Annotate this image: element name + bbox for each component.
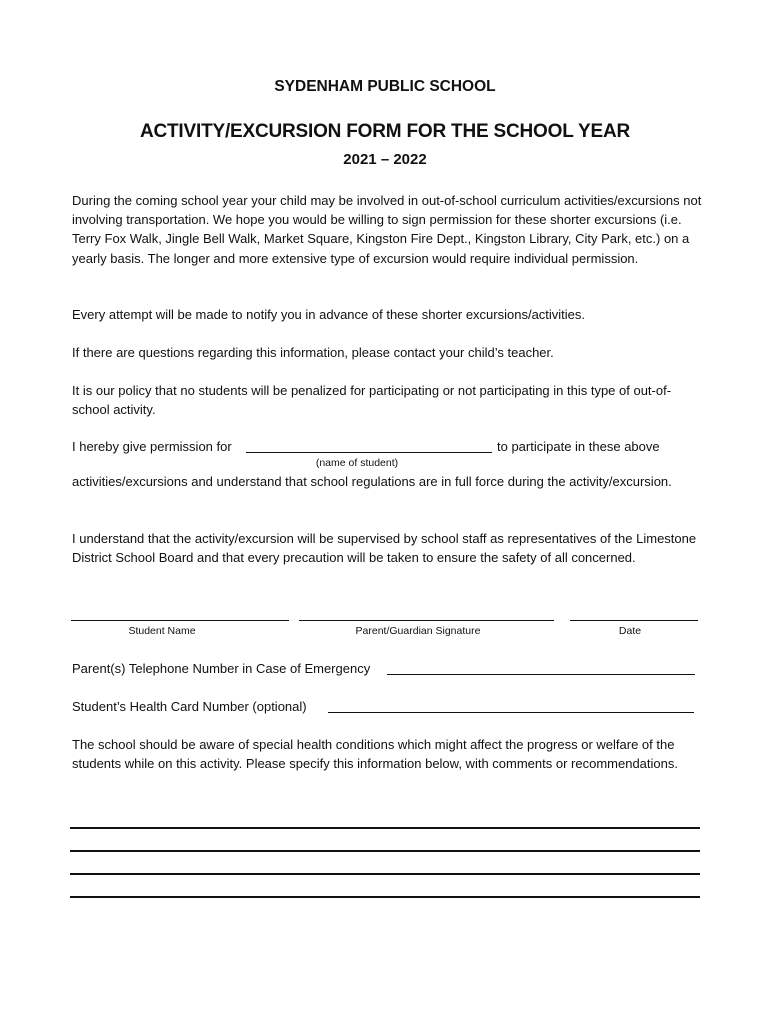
- student-name-blank[interactable]: [246, 452, 492, 453]
- student-name-caption: (name of student): [315, 457, 399, 469]
- phone-label: Parent(s) Telephone Number in Case of Emergency: [72, 661, 371, 676]
- phone-input-line[interactable]: [387, 674, 695, 675]
- date-label: Date: [618, 625, 642, 637]
- health-card-input-line[interactable]: [328, 712, 694, 713]
- supervision-paragraph: I understand that the activity/excursion will be supervised by school staff as representatives of the Limestone District School Board and that every precaution will be taken to ensure the safety of all concerned.: [72, 531, 697, 566]
- form-title: ACTIVITY/EXCURSION FORM FOR THE SCHOOL YEAR: [139, 121, 630, 142]
- health-card-label: Student’s Health Card Number (optional): [72, 699, 307, 714]
- parent-signature-label: Parent/Guardian Signature: [355, 625, 481, 637]
- intro-paragraph: During the coming school year your child may be involved in out-of-school curriculum activities/excursions not involving transportation. We hope you would be willing to sign permission for these shorter excursions (i.e. Terry Fox Walk, Jingle Bell Walk, Market Square, Kingston Fire Dept., Kingston Library, City Park, etc.) on a yearly basis. The longer and more extensive type of excursion would require individual permission.: [72, 193, 702, 266]
- parent-signature-line[interactable]: [299, 620, 554, 621]
- questions-paragraph: If there are questions regarding this information, please contact your child’s teacher.: [72, 345, 554, 360]
- comment-line[interactable]: [70, 827, 700, 829]
- student-name-line[interactable]: [71, 620, 289, 621]
- policy-paragraph: It is our policy that no students will be penalized for participating or not participating in this type of out-of-school activity.: [72, 383, 672, 418]
- comment-line[interactable]: [70, 896, 700, 898]
- health-paragraph: The school should be aware of special health conditions which might affect the progress or welfare of the students while on this activity. Please specify this information below, with comments or recommendations.: [72, 737, 678, 772]
- permission-rest: activities/excursions and understand that school regulations are in full force during the activity/excursion.: [72, 474, 672, 489]
- student-name-label: Student Name: [128, 625, 196, 637]
- comment-line[interactable]: [70, 850, 700, 852]
- date-line[interactable]: [570, 620, 698, 621]
- permission-suffix: to participate in these above: [497, 439, 660, 454]
- notify-paragraph: Every attempt will be made to notify you in advance of these shorter excursions/activities.: [72, 307, 586, 322]
- school-year: 2021 – 2022: [343, 151, 427, 168]
- school-name: SYDENHAM PUBLIC SCHOOL: [274, 78, 496, 95]
- comment-line[interactable]: [70, 873, 700, 875]
- permission-prefix: I hereby give permission for: [72, 439, 232, 454]
